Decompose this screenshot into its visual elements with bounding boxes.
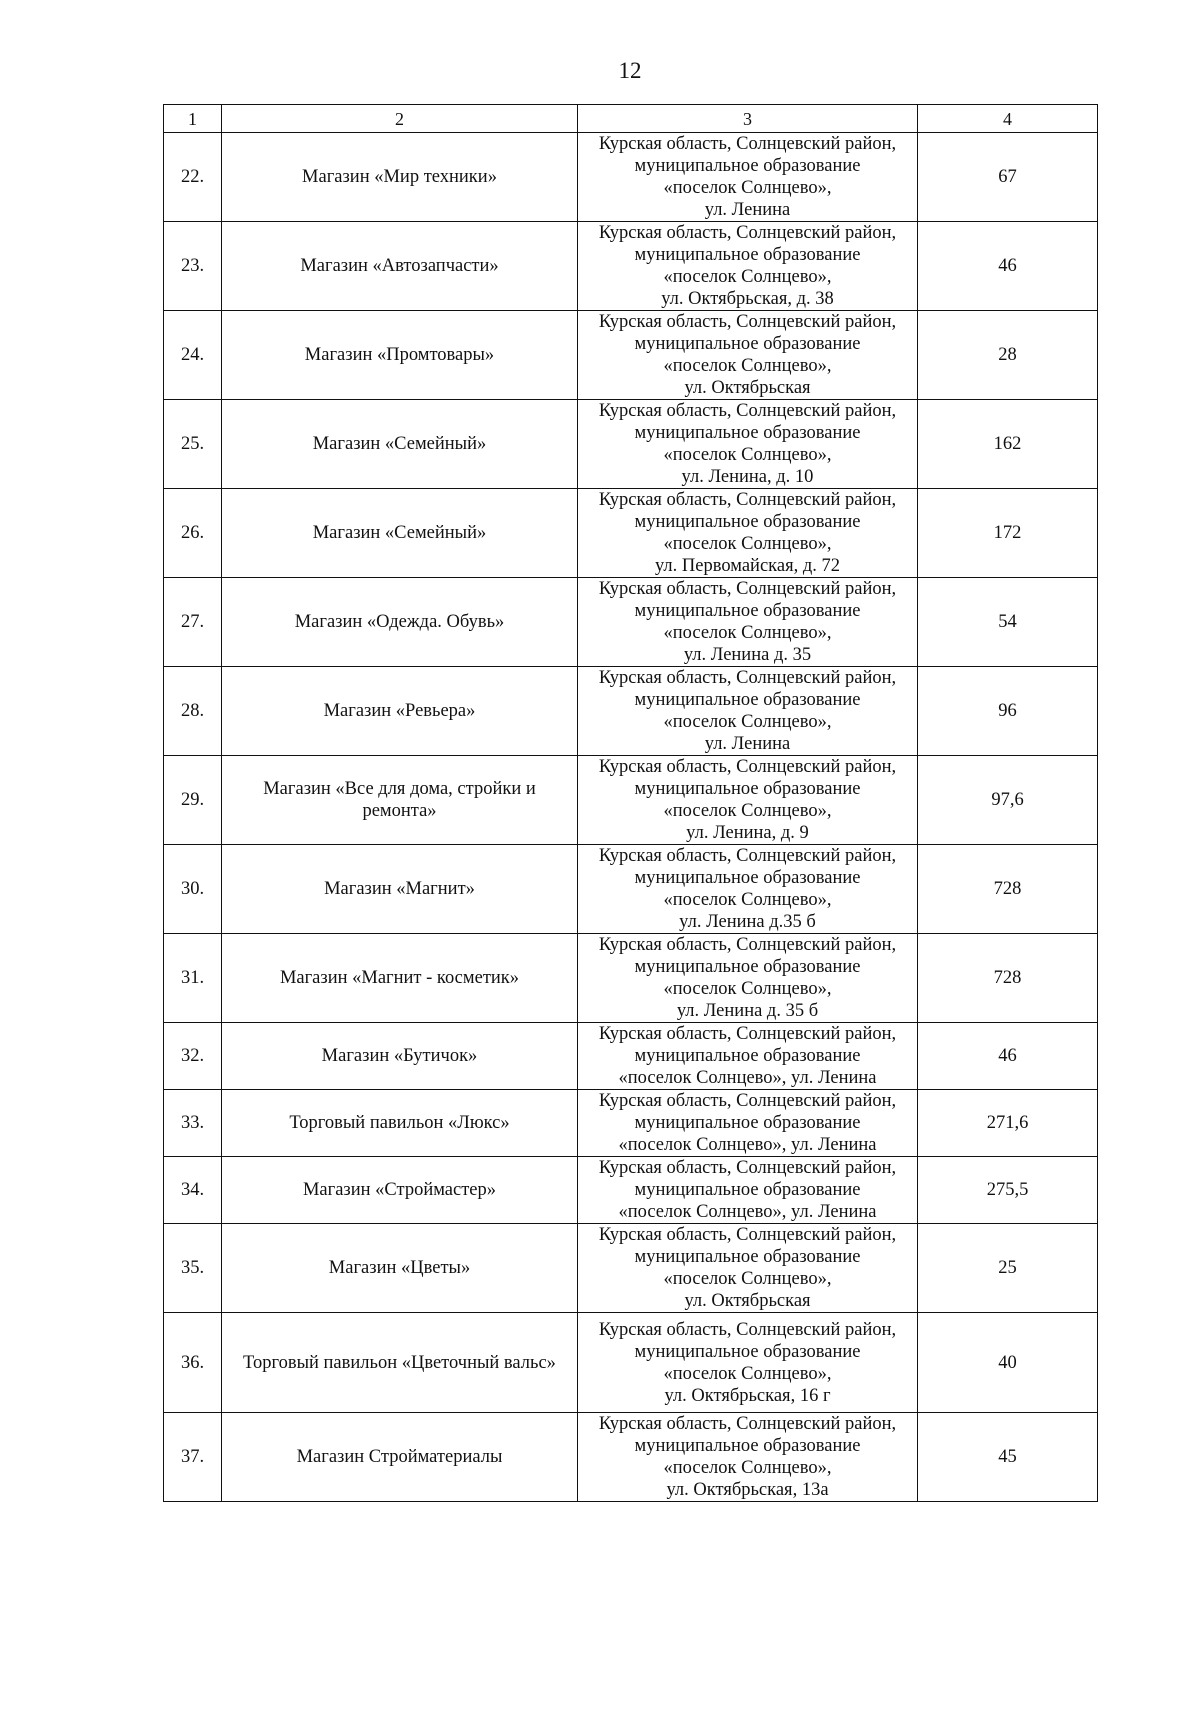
table-row [164,667,1098,756]
object-value: 162 [918,400,1098,489]
address-line: ул. Первомайская, д. 72 [655,556,840,576]
column-header-3: 3 [578,105,918,133]
address-line: муниципальное образование [634,423,861,443]
object-name: Магазин «Семейный» [222,489,578,578]
object-name: Магазин «Одежда. Обувь» [222,578,578,667]
object-name: Магазин «Строймастер» [222,1157,578,1224]
table-row [164,133,1098,222]
address-line: муниципальное образование [634,1436,861,1456]
table-row [164,489,1098,578]
address-line: Курская область, Солнцевский район, [598,1091,897,1111]
address-line: ул. Октябрьская, 13а [666,1480,829,1500]
table-row [164,1023,1098,1090]
address-line: «поселок Солнцево», [663,534,832,554]
row-number: 37. [164,1413,222,1502]
object-address [578,845,918,934]
object-value: 46 [918,222,1098,311]
object-name: Магазин «Все для дома, стройки и ремонта» [222,756,578,845]
object-address [578,1224,918,1313]
object-value: 172 [918,489,1098,578]
object-name: Магазин «Бутичок» [222,1023,578,1090]
address-line: Курская область, Солнцевский район, [598,1158,897,1178]
object-name: Магазин «Цветы» [222,1224,578,1313]
address-line: «поселок Солнцево», [663,1458,832,1478]
object-value: 97,6 [918,756,1098,845]
address-line: Курская область, Солнцевский район, [598,846,897,866]
address-line: ул. Ленина [704,200,791,220]
object-value: 28 [918,311,1098,400]
address-line: Курская область, Солнцевский район, [598,668,897,688]
address-line: Курская область, Солнцевский район, [598,223,897,243]
address-line: муниципальное образование [634,1341,861,1362]
address-line: «поселок Солнцево», [663,801,832,821]
row-number: 34. [164,1157,222,1224]
object-address [578,222,918,311]
address-line: «поселок Солнцево», [663,267,832,287]
column-header-2: 2 [222,105,578,133]
row-number: 32. [164,1023,222,1090]
table-row [164,578,1098,667]
address-line: муниципальное образование [634,601,861,621]
object-address [578,756,918,845]
table-row [164,1313,1098,1413]
address-line: Курская область, Солнцевский район, [598,579,897,599]
object-address [578,667,918,756]
objects-table [163,104,1098,1502]
table-row [164,845,1098,934]
address-line: «поселок Солнцево», [663,1363,832,1384]
row-number: 27. [164,578,222,667]
object-address [578,1413,918,1502]
object-address [578,1313,918,1413]
row-number: 29. [164,756,222,845]
table-row [164,756,1098,845]
object-address [578,133,918,222]
row-number: 23. [164,222,222,311]
object-name: Магазин «Мир техники» [222,133,578,222]
object-value: 40 [918,1313,1098,1413]
row-number: 28. [164,667,222,756]
address-line: ул. Ленина [704,734,791,754]
object-value: 46 [918,1023,1098,1090]
address-line: «поселок Солнцево», ул. Ленина [618,1202,877,1222]
object-address [578,934,918,1023]
address-line: муниципальное образование [634,868,861,888]
address-line: муниципальное образование [634,1247,861,1267]
row-number: 22. [164,133,222,222]
table-header-row [164,105,1098,133]
row-number: 36. [164,1313,222,1413]
object-value: 275,5 [918,1157,1098,1224]
address-line: муниципальное образование [634,334,861,354]
object-name: Магазин «Семейный» [222,400,578,489]
table-row [164,1090,1098,1157]
address-line: муниципальное образование [634,690,861,710]
column-header-1: 1 [164,105,222,133]
address-line: муниципальное образование [634,1113,861,1133]
address-line: Курская область, Солнцевский район, [598,312,897,332]
object-address [578,578,918,667]
address-line: «поселок Солнцево», [663,178,832,198]
object-address [578,400,918,489]
row-number: 26. [164,489,222,578]
address-line: «поселок Солнцево», [663,356,832,376]
address-line: муниципальное образование [634,156,861,176]
object-address [578,1023,918,1090]
object-name: Магазин «Автозапчасти» [222,222,578,311]
address-line: муниципальное образование [634,779,861,799]
address-line: муниципальное образование [634,1180,861,1200]
address-line: «поселок Солнцево», [663,712,832,732]
address-line: Курская область, Солнцевский район, [598,1319,897,1340]
address-line: «поселок Солнцево», ул. Ленина [618,1068,877,1088]
address-line: Курская область, Солнцевский район, [598,935,897,955]
object-value: 728 [918,934,1098,1023]
object-value: 45 [918,1413,1098,1502]
object-value: 54 [918,578,1098,667]
address-line: Курская область, Солнцевский район, [598,134,897,154]
address-line: ул. Ленина д.35 б [679,912,816,932]
address-line: ул. Октябрьская, д. 38 [661,289,834,309]
row-number: 24. [164,311,222,400]
address-line: муниципальное образование [634,1046,861,1066]
address-line: ул. Ленина, д. 10 [681,467,814,487]
address-line: «поселок Солнцево», [663,979,832,999]
address-line: «поселок Солнцево», [663,1269,832,1289]
address-line: «поселок Солнцево», [663,445,832,465]
row-number: 35. [164,1224,222,1313]
object-name: Торговый павильон «Люкс» [222,1090,578,1157]
object-value: 728 [918,845,1098,934]
address-line: муниципальное образование [634,245,861,265]
address-line: ул. Октябрьская [684,1291,811,1311]
address-line: Курская область, Солнцевский район, [598,1024,897,1044]
object-address [578,311,918,400]
object-address [578,1157,918,1224]
address-line: «поселок Солнцево», [663,890,832,910]
address-line: муниципальное образование [634,512,861,532]
object-value: 96 [918,667,1098,756]
address-line: Курская область, Солнцевский район, [598,490,897,510]
address-line: ул. Ленина д. 35 [683,645,812,665]
address-line: «поселок Солнцево», ул. Ленина [618,1135,877,1155]
column-header-4: 4 [918,105,1098,133]
table-row [164,311,1098,400]
table-row [164,1157,1098,1224]
object-address [578,489,918,578]
table-row [164,934,1098,1023]
address-line: ул. Октябрьская [684,378,811,398]
page-number: 12 [618,58,642,83]
address-line: Курская область, Солнцевский район, [598,401,897,421]
object-value: 67 [918,133,1098,222]
object-value: 25 [918,1224,1098,1313]
address-line: Курская область, Солнцевский район, [598,1225,897,1245]
row-number: 30. [164,845,222,934]
table-row [164,400,1098,489]
table-row [164,1413,1098,1502]
object-value: 271,6 [918,1090,1098,1157]
address-line: «поселок Солнцево», [663,623,832,643]
address-line: Курская область, Солнцевский район, [598,757,897,777]
object-name: Магазин «Магнит - косметик» [222,934,578,1023]
address-line: ул. Октябрьская, 16 г [664,1385,831,1406]
object-address [578,1090,918,1157]
row-number: 33. [164,1090,222,1157]
object-name: Торговый павильон «Цветочный вальс» [222,1313,578,1413]
address-line: ул. Ленина, д. 9 [686,823,809,843]
object-name: Магазин Стройматериалы [222,1413,578,1502]
row-number: 31. [164,934,222,1023]
table-row [164,1224,1098,1313]
object-name: Магазин «Промтовары» [222,311,578,400]
object-name: Магазин «Ревьера» [222,667,578,756]
address-line: муниципальное образование [634,957,861,977]
table-row [164,222,1098,311]
table-body [164,133,1098,1502]
address-line: ул. Ленина д. 35 б [676,1001,819,1021]
row-number: 25. [164,400,222,489]
object-name: Магазин «Магнит» [222,845,578,934]
address-line: Курская область, Солнцевский район, [598,1414,897,1434]
